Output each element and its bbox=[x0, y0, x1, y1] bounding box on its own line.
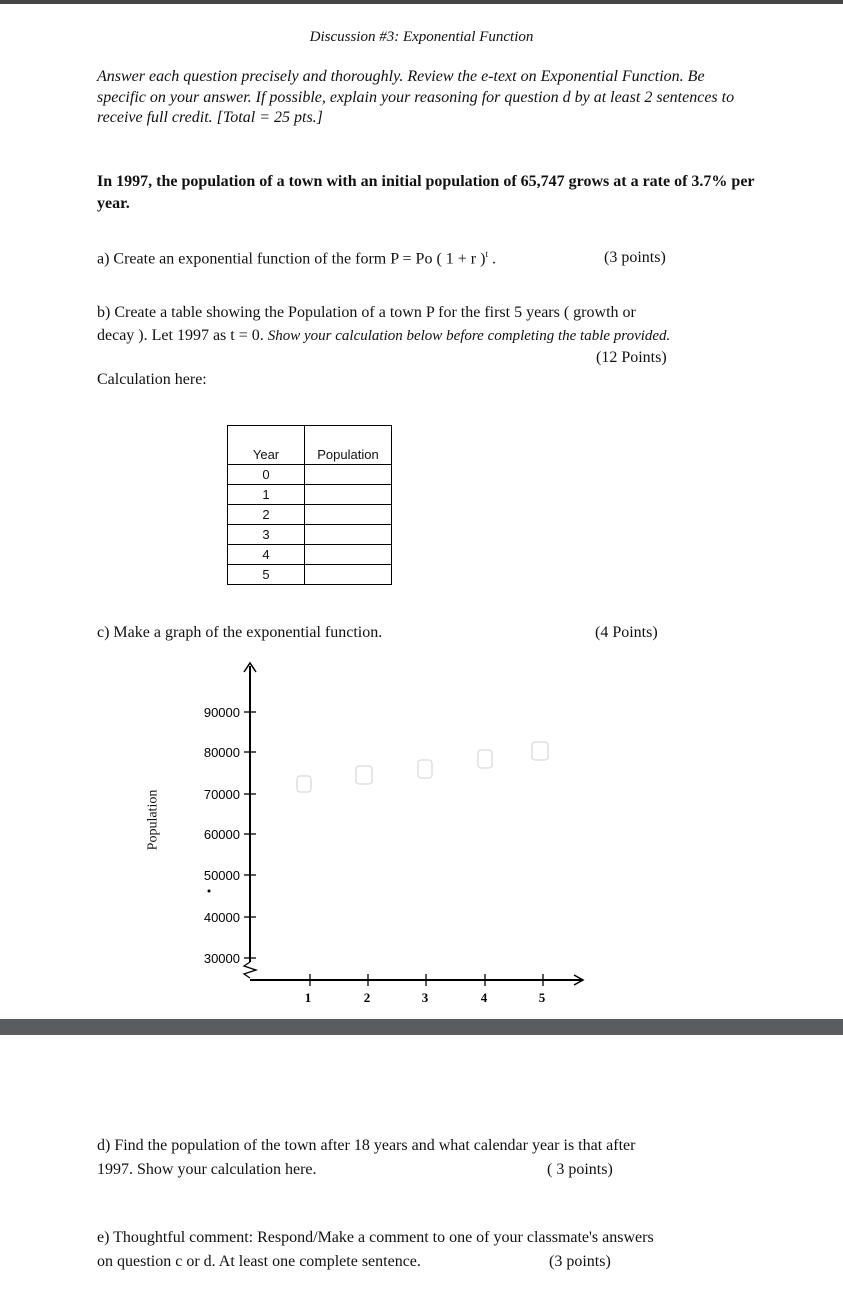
part-e-question-line1: e) Thoughtful comment: Respond/Make a comment to one of your classmate's answers bbox=[97, 1229, 654, 1246]
x-tick-label: 5 bbox=[538, 990, 546, 1005]
part-c-points: (4 Points) bbox=[595, 624, 658, 641]
table-header-population: Population bbox=[305, 426, 392, 465]
problem-statement: In 1997, the population of a town with an initial population of 65,747 grows at a rate of 3.7% per year. bbox=[97, 173, 755, 212]
stray-dot bbox=[208, 890, 211, 893]
table-header-year: Year bbox=[228, 426, 305, 465]
y-tick-label: 50000 bbox=[203, 868, 240, 883]
axis-break bbox=[244, 962, 256, 978]
page-separator bbox=[0, 1019, 843, 1035]
y-tick-label: 80000 bbox=[203, 745, 240, 760]
part-b-question-line1: b) Create a table showing the Population of a town P for the first 5 years ( growth or bbox=[97, 304, 636, 321]
year-cell: 1 bbox=[228, 485, 305, 505]
calculation-label: Calculation here: bbox=[97, 371, 207, 388]
part-b-question-line2: decay ). Let 1997 as t = 0. Show your calculation below before completing the table provided. bbox=[97, 327, 671, 344]
part-e-question-line2: on question c or d. At least one complete sentence. bbox=[97, 1253, 421, 1270]
y-axis-label: Population bbox=[145, 789, 161, 851]
part-c-question: c) Make a graph of the exponential function. bbox=[97, 624, 383, 641]
x-tick-label: 2 bbox=[363, 990, 371, 1005]
y-tick-label: 60000 bbox=[203, 827, 240, 842]
year-cell: 0 bbox=[228, 465, 305, 485]
faint-artifacts bbox=[297, 742, 548, 792]
part-d-points: ( 3 points) bbox=[547, 1161, 613, 1178]
part-d-question-line2: 1997. Show your calculation here. bbox=[97, 1161, 317, 1178]
part-b-points: (12 Points) bbox=[596, 349, 667, 366]
x-tick-label: 1 bbox=[304, 990, 312, 1005]
y-tick-label: 90000 bbox=[203, 705, 240, 720]
year-cell: 3 bbox=[228, 525, 305, 545]
instructions: Answer each question precisely and thoroughly. Review the e-text on Exponential Function. Be specific on your answer. If possible, explain your reasoning for question d by at least 2 sentences to receive full credit. [Total = 25 pts.] bbox=[97, 68, 735, 126]
part-a-points: (3 points) bbox=[604, 249, 666, 266]
y-tick-label: 40000 bbox=[203, 910, 240, 925]
y-tick-label: 30000 bbox=[203, 951, 240, 966]
x-tick-label: 4 bbox=[480, 990, 488, 1005]
y-tick-label: 70000 bbox=[203, 787, 240, 802]
year-cell: 5 bbox=[228, 565, 305, 585]
part-d-question-line1: d) Find the population of the town after 18 years and what calendar year is that after bbox=[97, 1137, 636, 1154]
document-title: Discussion #3: Exponential Function bbox=[309, 29, 534, 45]
x-tick-label: 3 bbox=[421, 990, 429, 1005]
part-e-points: (3 points) bbox=[549, 1253, 611, 1270]
year-cell: 4 bbox=[228, 545, 305, 565]
part-a-question: a) Create an exponential function of the form P = Po ( 1 + r )$^t$ . bbox=[97, 249, 496, 268]
year-cell: 2 bbox=[228, 505, 305, 525]
